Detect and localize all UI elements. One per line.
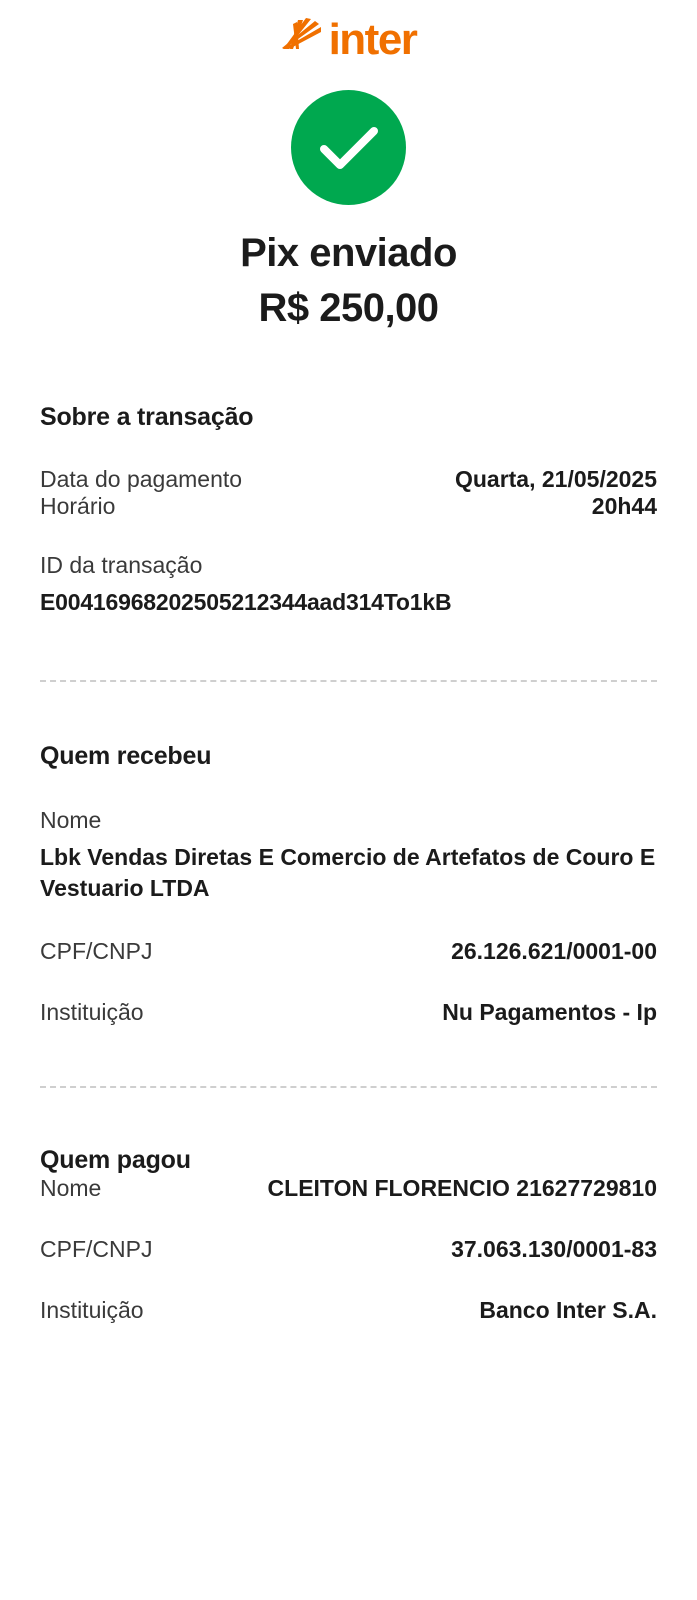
- row-payment-time: [40, 493, 657, 520]
- status-icon-wrap: [0, 90, 697, 205]
- page-title: Pix enviado: [240, 231, 457, 275]
- section-receiver: [0, 742, 697, 1026]
- section-transaction: [0, 403, 697, 618]
- row-value: Banco Inter S.A.: [479, 1297, 657, 1324]
- section-title-receiver: Quem recebeu: [40, 742, 212, 771]
- row-transaction-id: [40, 552, 657, 618]
- section-payer: [0, 1146, 697, 1324]
- row-receiver-name: [40, 807, 657, 904]
- row-payment-date: [40, 466, 657, 493]
- row-payer-document: [40, 1236, 657, 1263]
- row-value: Quarta, 21/05/2025: [454, 466, 657, 492]
- section-title-transaction: Sobre a transação: [40, 403, 254, 431]
- row-value: 37.063.130/0001-83: [451, 1236, 657, 1263]
- row-receiver-document: [40, 938, 657, 965]
- row-value: Lbk Vendas Diretas E Comercio de Artefatos de Couro E Vestuario LTDA: [40, 844, 656, 902]
- row-value: 26.126.621/0001-00: [451, 938, 657, 965]
- row-receiver-institution: [40, 999, 657, 1026]
- row-value: CLEITON FLORENCIO 21627729810: [267, 1175, 657, 1202]
- inter-sunburst-icon: [281, 18, 323, 63]
- row-label: Data do pagamento: [40, 466, 243, 492]
- row-label: Horário: [40, 493, 116, 519]
- row-label: ID da transação: [40, 552, 203, 578]
- divider: [40, 1086, 657, 1088]
- row-payer-name: [40, 1175, 657, 1202]
- brand-name: inter: [328, 15, 417, 64]
- row-label: Nome: [40, 807, 102, 834]
- divider: [40, 680, 657, 682]
- amount-value: R$ 250,00: [258, 286, 439, 330]
- row-value: E00416968202505212344aad314To1kB: [40, 589, 452, 615]
- row-label: CPF/CNPJ: [40, 938, 153, 965]
- row-label: Nome: [40, 1175, 102, 1202]
- row-label: Instituição: [40, 999, 144, 1026]
- check-circle-icon: [291, 90, 406, 205]
- section-title-payer: Quem pagou: [40, 1146, 191, 1175]
- row-payer-institution: [40, 1297, 657, 1324]
- brand-header: [0, 0, 697, 62]
- row-value: Nu Pagamentos - Ip: [442, 999, 657, 1026]
- status-title-block: [0, 231, 697, 331]
- row-label: Instituição: [40, 1297, 144, 1324]
- row-value: 20h44: [591, 493, 657, 519]
- row-label: CPF/CNPJ: [40, 1236, 153, 1263]
